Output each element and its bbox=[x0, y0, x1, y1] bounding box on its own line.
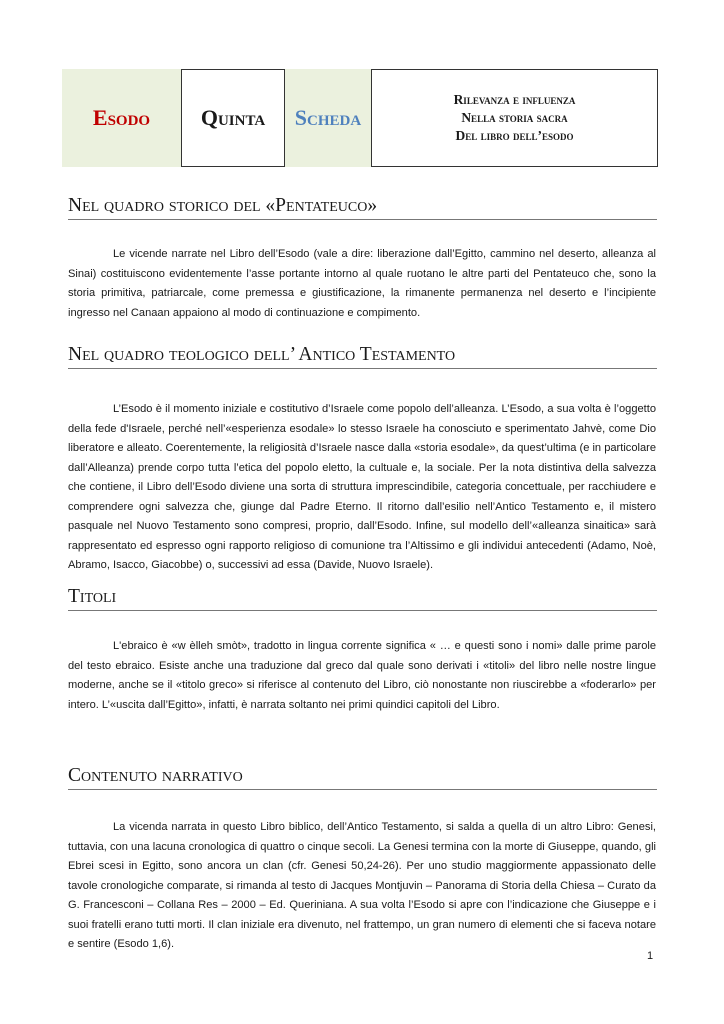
sheet-label: Scheda bbox=[294, 105, 362, 130]
section-paragraph: L’Esodo è il momento iniziale e costitutivo d’Israele come popolo dell’alleanza. L’Esodo, a sua volta è l’oggetto della fede d'Israele, perché nell’«esperienza esodale» lo stesso Israele ha conosciuto e sperimentato Jahvè, come Dio liberatore e alleato. Coerentemente, la religiosità d’Israele nasce dalla «storia esodale», da quest’ultima (e in particolare dall’Alleanza) prende corpo tutta l’etica del popolo eletto, la cultuale e, la sociale. Per la nota distintiva della salvezza che contiene, il Libro dell’Esodo diviene una sorta di struttura imprescindibile, categoria concettuale, per racchiudere e comprendere ogni salvezza che, giunge dal Padre Eterno. Il ritorno dall’esilio nell’Antico Testamento e, il mistero pasquale nel Nuovo Testamento sono compresi, proprio, dall’Esodo. Infine, sul modello dell’«alleanza sinaitica» sarà rappresentato ed espresso ogni rapporto religioso di comunione tra l’Altissimo e gli individui antecedenti (Adamo, Noè, Abramo, Isacco, Giacobbe) o, successivi ad essa (Davide, Nuovo Israele). bbox=[68, 403, 656, 571]
header-cell-number bbox=[181, 69, 285, 167]
header-cell-subtitle bbox=[371, 69, 658, 167]
header-cell-sheet bbox=[285, 69, 371, 167]
section-heading: Contenuto narrativo bbox=[68, 764, 657, 790]
header-subtitle bbox=[454, 91, 576, 145]
section-heading: Titoli bbox=[68, 585, 657, 611]
section-paragraph: L'ebraico è «w èlleh smòt», tradotto in lingua corrente significa « … e questi sono i nomi» dalle prime parole del testo ebraico. Esiste anche una traduzione dal greco dal quale sono derivati i «titoli» del libro nelle nostre lingue moderne, anche se il «titolo greco» si riferisce al contenuto del Libro, ciò nonostante non riuscirebbe a «foderarlo» per intero. L’«uscita dall’Egitto», infatti, è narrata soltanto nei primi quindici capitoli del Libro. bbox=[68, 640, 656, 711]
page-number: 1 bbox=[647, 950, 654, 962]
header-cell-book bbox=[62, 69, 181, 167]
book-title: Esodo bbox=[92, 105, 151, 130]
section-heading: Nel quadro storico del «Pentateuco» bbox=[68, 194, 657, 220]
section-paragraph: La vicenda narrata in questo Libro biblico, dell’Antico Testamento, si salda a quella di un altro Libro: Genesi, tuttavia, con una lacuna cronologica di quattro o cinque secoli. La Genesi termina con la morte di Giuseppe, quando, gli Ebrei scesi in Egitto, sono ancora un clan (cfr. Genesi 50,24-26). Per uno studio maggiormente appassionato delle tavole cronologiche comparate, si rimanda al testo di Jacques Montjuvin – Panorama di Storia della Chiesa – Curato da G. Francesconi – Collana Res – 2000 – Ed. Queriniana. A sua volta l’Esodo si apre con l’indicazione che Giuseppe e i suoi fratelli erano tutti morti. Il clan iniziale era divenuto, nel frattempo, un gran numero di elementi che si faceva notare e sentire (Esodo 1,6). bbox=[68, 821, 656, 950]
section-heading: Nel quadro teologico dell’ Antico Testamento bbox=[68, 343, 657, 369]
subtitle-line: Del libro dell’esodo bbox=[455, 128, 574, 143]
subtitle-line: Nella storia sacra bbox=[461, 110, 568, 125]
subtitle-line: Rilevanza e influenza bbox=[453, 92, 576, 107]
section-paragraph: Le vicende narrate nel Libro dell’Esodo (vale a dire: liberazione dall’Egitto, cammino nel deserto, alleanza al Sinai) costituiscono evidentemente l’asse portante intorno al quale ruotano le altre parti del Pentateuco che, sono la storia primitiva, patriarcale, come premessa e giustificazione, la rimanente permanenza nel deserto e l’incipiente ingresso nel Canaan appaiono al modo di continuazione e compimento. bbox=[68, 248, 656, 319]
sheet-number: Quinta bbox=[200, 105, 266, 130]
